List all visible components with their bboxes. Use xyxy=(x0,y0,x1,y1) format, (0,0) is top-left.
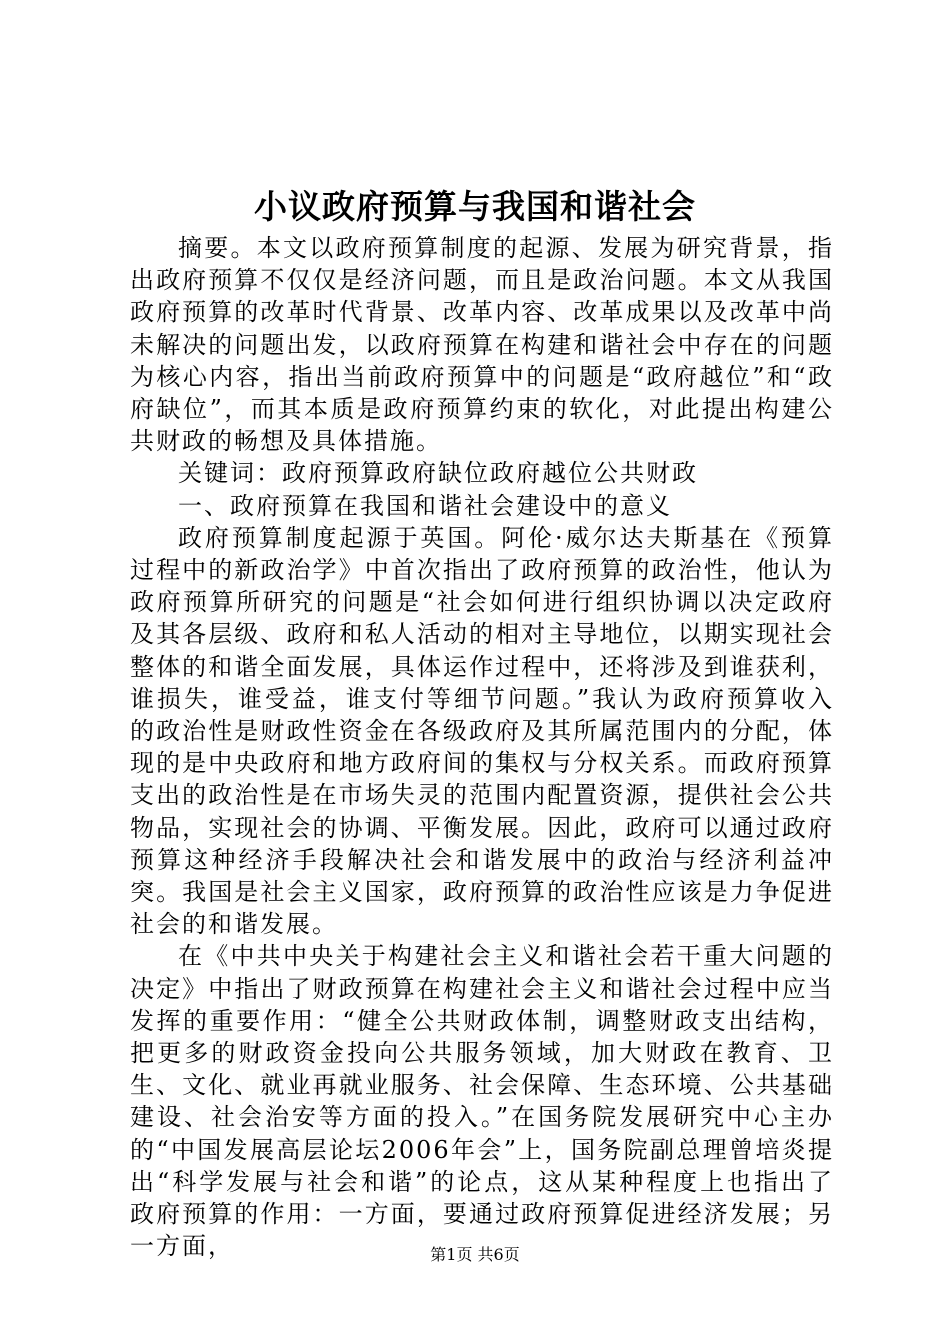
document-body xyxy=(130,232,834,1263)
abstract-paragraph: 摘要。本文以政府预算制度的起源、发展为研究背景，指出政府预算不仅仅是经济问题，而且是政治问题。本文从我国政府预算的改革时代背景、改革内容、改革成果以及改革中尚未解决的问题出发，以政府预算在构建和谐社会中存在的问题为核心内容，指出当前政府预算中的问题是“政府越位”和“政府缺位”，而其本质是政府预算约束的软化，对此提出构建公共财政的畅想及具体措施。 xyxy=(130,234,834,456)
body-paragraph: 在《中共中央关于构建社会主义和谐社会若干重大问题的决定》中指出了财政预算在构建社会主义和谐社会过程中应当发挥的重要作用：“健全公共财政体制，调整财政支出结构，把更多的财政资金投向公共服务领域，加大财政在教育、卫生、文化、就业再就业服务、社会保障、生态环境、公共基础建设、社会治安等方面的投入。”在国务院发展研究中心主办的“中国发展高层论坛2006年会”上，国务院副总理曾培炎提出“科学发展与社会和谐”的论点，这从某种程度上也指出了政府预算的作用：一方面，要通过政府预算促进经济发展；另一方面， xyxy=(130,942,834,1261)
keywords-paragraph: 关键词：政府预算政府缺位政府越位公共财政 xyxy=(178,459,698,488)
section-heading: 一、政府预算在我国和谐社会建设中的意义 xyxy=(178,491,672,520)
body-paragraph: 政府预算制度起源于英国。阿伦·威尔达夫斯基在《预算过程中的新政治学》中首次指出了政府预算的政治性，他认为政府预算所研究的问题是“社会如何进行组织协调以决定政府及其各层级、政府和私人活动的相对主导地位，以期实现社会整体的和谐全面发展，具体运作过程中，还将涉及到谁获利，谁损失，谁受益，谁支付等细节问题。”我认为政府预算收入的政治性是财政性资金在各级政府及其所属范围内的分配，体现的是中央政府和地方政府间的集权与分权关系。而政府预算支出的政治性是在市场失灵的范围内配置资源，提供社会公共物品，实现社会的协调、平衡发展。因此，政府可以通过政府预算这种经济手段解决社会和谐发展中的政治与经济利益冲突。我国是社会主义国家，政府预算的政治性应该是力争促进社会的和谐发展。 xyxy=(130,523,834,939)
page-number-footer: 第1页 共6页 xyxy=(430,1245,520,1264)
document-title: 小议政府预算与我国和谐社会 xyxy=(254,187,696,226)
